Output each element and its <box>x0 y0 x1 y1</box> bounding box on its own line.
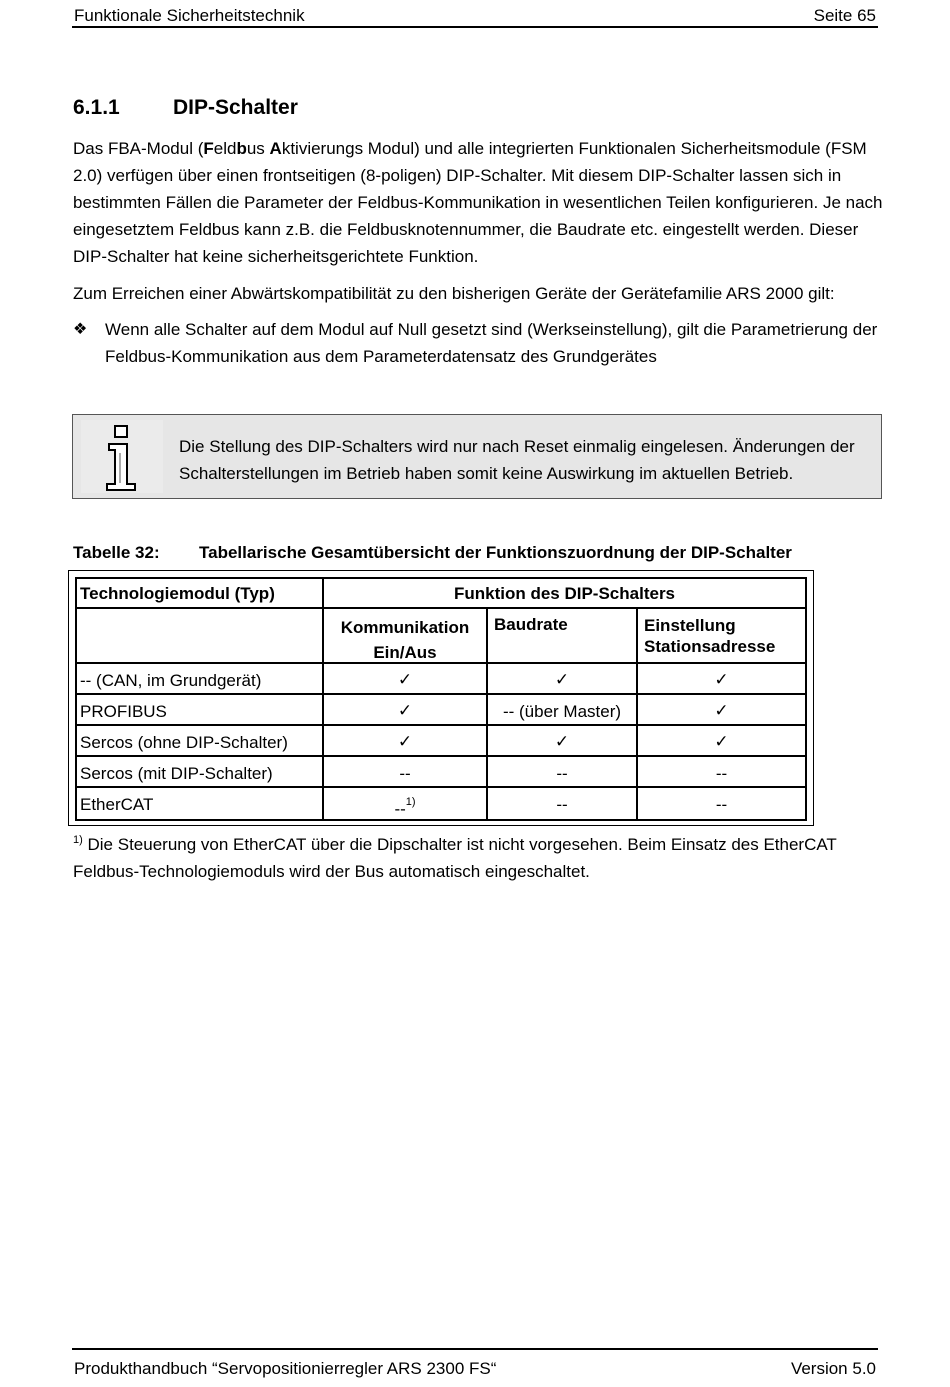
table-row-name: EtherCAT <box>80 795 154 814</box>
bullet-diamond-icon: ❖ <box>73 321 88 338</box>
intro-paragraph: Das FBA-Modul (Feldbus Aktivierungs Modul) und alle integrierten Funktionalen Sicherheitsmodule (FSM 2.0) verfügen über einen frontseitigen (8-poligen) DIP-Schalter. Mit diesem DIP-Schalter lassen sich in bestimmten Fällen die Parameter der Feldbus-Kommunikation in wesentlichen Teilen konfigurieren. Je nach eingesetztem Feldbus kann z.B. die Feldbusknotennummer, die Baudrate etc. eingestellt werden. Dieser DIP-Schalter hat keine sicherheitsgerichtete Funktion. <box>73 139 883 266</box>
table-cell: ✓ <box>554 670 570 689</box>
table-row-name: PROFIBUS <box>80 702 167 721</box>
table-rule <box>77 693 805 695</box>
function-table <box>68 570 814 826</box>
bullet-text: Wenn alle Schalter auf dem Modul auf Null gesetzt sind (Werkseinstellung), gilt die Parametrierung der Feldbus-Kommunikation aus dem Parameterdatensatz des Grundgerätes <box>105 320 878 366</box>
table-subheader-address: Einstellung Stationsadresse <box>644 616 776 656</box>
info-icon <box>81 420 163 493</box>
info-icon-graphic <box>81 420 163 493</box>
compatibility-paragraph: Zum Erreichen einer Abwärtskompatibilität zu den bisherigen Geräte der Gerätefamilie ARS 2000 gilt: <box>73 284 835 303</box>
table-rule <box>77 755 805 757</box>
footnote-text: Die Steuerung von EtherCAT über die Dipschalter ist nicht vorgesehen. Beim Einsatz des EtherCAT Feldbus-Technologiemoduls wird der Bus automatisch eingeschaltet. <box>73 835 837 881</box>
table-header-module: Technologiemodul (Typ) <box>80 584 275 603</box>
table-header-function: Funktion des DIP-Schalters <box>453 584 676 603</box>
footer-version: Version 5.0 <box>790 1359 876 1378</box>
info-note-text: Die Stellung des DIP-Schalters wird nur nach Reset einmalig eingelesen. Änderungen der Schalterstellungen im Betrieb haben somit keine Auswirkung im aktuellen Betrieb. <box>179 437 855 483</box>
table-cell: -- <box>556 764 568 783</box>
section-title: DIP-Schalter <box>173 96 298 119</box>
table-cell: ✓ <box>714 670 729 689</box>
table-row-name: Sercos (ohne DIP-Schalter) <box>80 733 288 752</box>
table-cell: -- (über Master) <box>502 702 622 721</box>
table-cell: -- <box>399 764 411 783</box>
table-caption <box>73 543 792 563</box>
table-row-name: Sercos (mit DIP-Schalter) <box>80 764 273 783</box>
table-grid <box>75 577 807 821</box>
table-subheader-baudrate: Baudrate <box>494 615 568 634</box>
table-cell: ✓ <box>397 701 413 720</box>
section-heading <box>73 96 298 120</box>
table-cell: -- <box>556 795 568 814</box>
table-cell: --$^{1)}$ <box>394 796 416 819</box>
table-rule <box>77 724 805 726</box>
header-title: Funktionale Sicherheitstechnik <box>74 6 305 25</box>
table-caption-label: Tabelle 32: <box>73 543 160 562</box>
page-header <box>72 4 878 28</box>
table-cell: ✓ <box>397 670 413 689</box>
footnote-marker: 1) <box>73 834 83 846</box>
table-rule <box>77 607 805 609</box>
table-row-name: -- (CAN, im Grundgerät) <box>80 671 262 690</box>
table-rule <box>77 786 805 788</box>
table-cell: -- <box>715 795 728 814</box>
info-note-box <box>72 414 882 499</box>
table-cell: ✓ <box>714 732 729 751</box>
section-number: 6.1.1 <box>73 96 120 119</box>
table-cell: -- <box>715 764 728 783</box>
table-cell: ✓ <box>554 732 570 751</box>
footnote-ref: 1) <box>405 796 416 808</box>
page-footer <box>72 1348 878 1380</box>
table-cell: ✓ <box>714 701 729 720</box>
footer-manual-title: Produkthandbuch “Servopositionierregler ARS 2300 FS“ <box>74 1359 497 1378</box>
table-subheader-communication: Kommunikation Ein/Aus <box>340 618 470 662</box>
table-caption-title: Tabellarische Gesamtübersicht der Funktionszuordnung der DIP-Schalter <box>199 543 792 562</box>
table-footnote <box>73 831 883 885</box>
page-number: Seite 65 <box>813 6 876 25</box>
table-cell: ✓ <box>397 732 413 751</box>
